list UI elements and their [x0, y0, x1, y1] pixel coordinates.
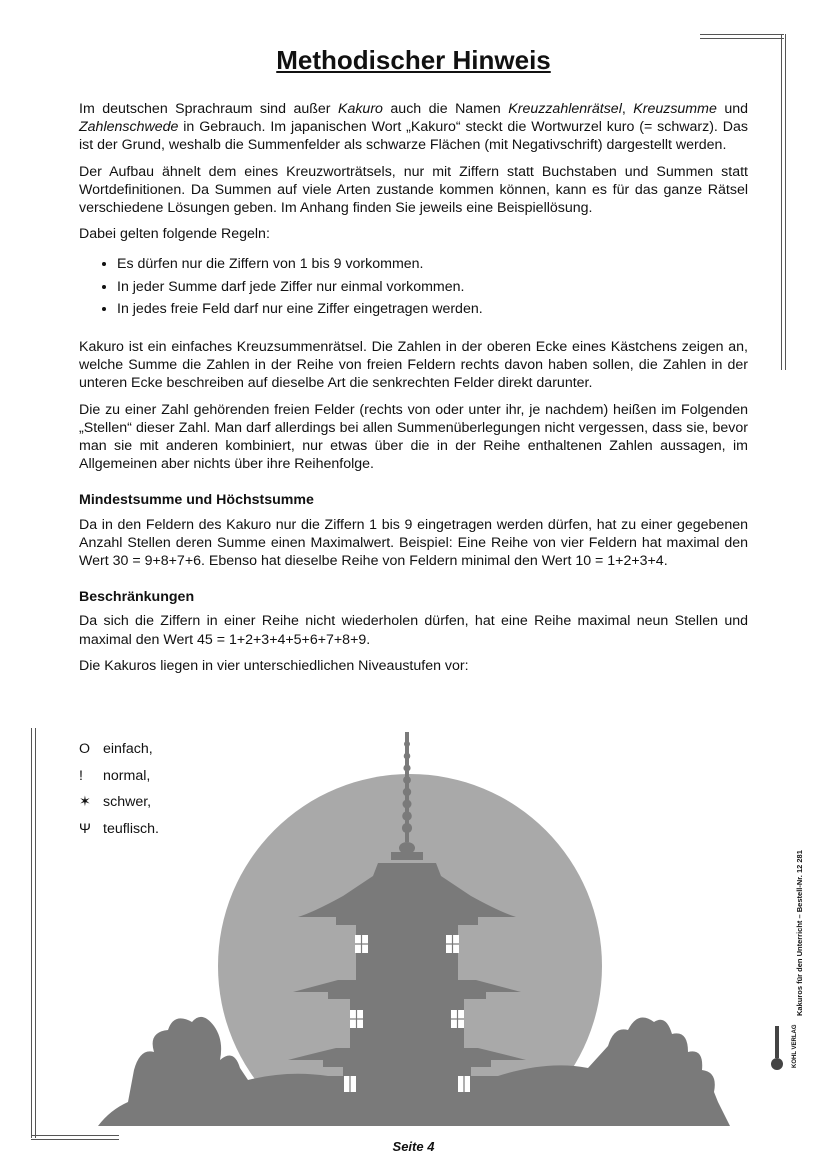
frame-top-right-horizontal	[700, 34, 784, 39]
publisher-logo-text	[784, 1024, 798, 1068]
term-kakuro: Kakuro	[337, 101, 383, 117]
frame-top-right-vertical	[781, 34, 786, 370]
publisher-logo-icon	[770, 1024, 784, 1072]
logo-text: KOHL VERLAG	[792, 1024, 798, 1068]
level-item	[79, 763, 159, 790]
level-label: schwer,	[103, 794, 152, 811]
intro-paragraph-3: Dabei gelten folgende Regeln:	[79, 226, 270, 243]
level-item	[79, 736, 159, 763]
rules-list	[79, 255, 748, 318]
section-min-max-text: Da in den Feldern des Kakuro nur die Ziffern 1 bis 9 eingetragen werden dürfen, hat zu einer gegebenen Anzahl Stellen deren Summe einen Maximalwert. Beispiel: Eine Reihe von vier Feldern hat maximal den Wert 30 = 9+8+7+6. Ebenso hat dieselbe Reihe von Feldern minimal den Wert 10 = 1+2+3+4.	[79, 516, 748, 570]
sidebar-text: Kakuros für den Unterricht – Bestell-Nr. 12 281	[795, 850, 804, 1016]
level-label: teuflisch.	[103, 820, 159, 837]
rule-item: • In jedes freie Feld darf nur eine Ziffer eingetragen werden.	[117, 300, 748, 318]
level-item	[79, 816, 159, 843]
exclamation-icon: !	[79, 767, 83, 784]
page-number: Seite 4	[392, 1139, 435, 1154]
text-run: auch die Namen	[382, 101, 509, 117]
level-label: einfach,	[103, 741, 153, 758]
term-kreuzzahlenraetsel: Kreuzzahlenrätsel	[508, 101, 622, 117]
page-title: Methodischer Hinweis	[276, 45, 551, 75]
trident-icon: Ψ	[79, 820, 91, 837]
intro-paragraph-1	[79, 100, 748, 155]
section-heading-restrictions: Beschränkungen	[79, 589, 195, 606]
body-paragraph-5: Die zu einer Zahl gehörenden freien Felder (rechts von oder unter ihr, je nachdem) heißen im Folgenden „Stellen“ dieser Zahl. Man darf allerdings bei allen Summenüberlegungen nicht vergessen, dass sie, bevor man sie mit anderen kombiniert, nur etwas über die in der Reihe enthaltenen Zahlen aussagen, im Allgemeinen aber nichts über ihre Reihenfolge.	[79, 401, 748, 473]
frame-bottom-left-vertical	[31, 728, 36, 1138]
text-run: in Gebrauch. Im japanischen Wort „Kakuro“ steckt die Wortwurzel kuro (= schwarz). Das ist der Grund, weshalb die Summenfelder als schwarze Flächen (mit Negativschrift) dargestellt werden.	[79, 119, 748, 154]
text-run: und	[716, 101, 748, 117]
star-icon: ✶	[79, 794, 91, 811]
level-item	[79, 789, 159, 816]
section-heading-min-max: Mindestsumme und Höchstsumme	[79, 492, 314, 509]
sidebar-order-info	[785, 826, 804, 1016]
circle-icon: O	[79, 741, 91, 758]
section-restrictions-text-2: Die Kakuros liegen in vier unterschiedlichen Niveaustufen vor:	[79, 657, 469, 674]
intro-paragraph-2: Der Aufbau ähnelt dem eines Kreuzworträtsels, nur mit Ziffern statt Buchstaben und Summen statt Wortdefinitionen. Da Summen auf viele Arten zustande kommen können, kann es für das ganze Rätsel verschiedene Lösungen geben. Im Anhang finden Sie jeweils eine Beispiellösung.	[79, 163, 748, 217]
term-kreuzsumme: Kreuzsumme	[633, 101, 717, 117]
text-run: ,	[621, 101, 634, 117]
body-paragraph-4: Kakuro ist ein einfaches Kreuzsummenrätsel. Die Zahlen in der oberen Ecke eines Kästchens zeigen an, welche Summe die Zahlen in der Reihe von freien Feldern rechts davon haben sollen, die Zahlen in der unteren Ecke beschreiben auf dieselbe Art die senkrechten Felder direkt darunter.	[79, 339, 748, 392]
pagoda-illustration	[88, 730, 740, 1126]
term-zahlenschwede: Zahlenschwede	[79, 119, 179, 136]
rule-item: • Es dürfen nur die Ziffern von 1 bis 9 vorkommen.	[117, 255, 748, 273]
main-content	[79, 44, 748, 683]
level-label: normal,	[103, 767, 151, 784]
section-restrictions-text-1: Da sich die Ziffern in einer Reihe nicht wiederholen dürfen, hat eine Reihe maximal neun Stellen und maximal den Wert 45 = 1+2+3+4+5+6+7+8+9.	[79, 613, 748, 648]
difficulty-levels	[79, 736, 159, 842]
rule-item: • In jeder Summe darf jede Ziffer nur einmal vorkommen.	[117, 278, 748, 296]
text-run: Im deutschen Sprachraum sind außer	[79, 101, 338, 117]
